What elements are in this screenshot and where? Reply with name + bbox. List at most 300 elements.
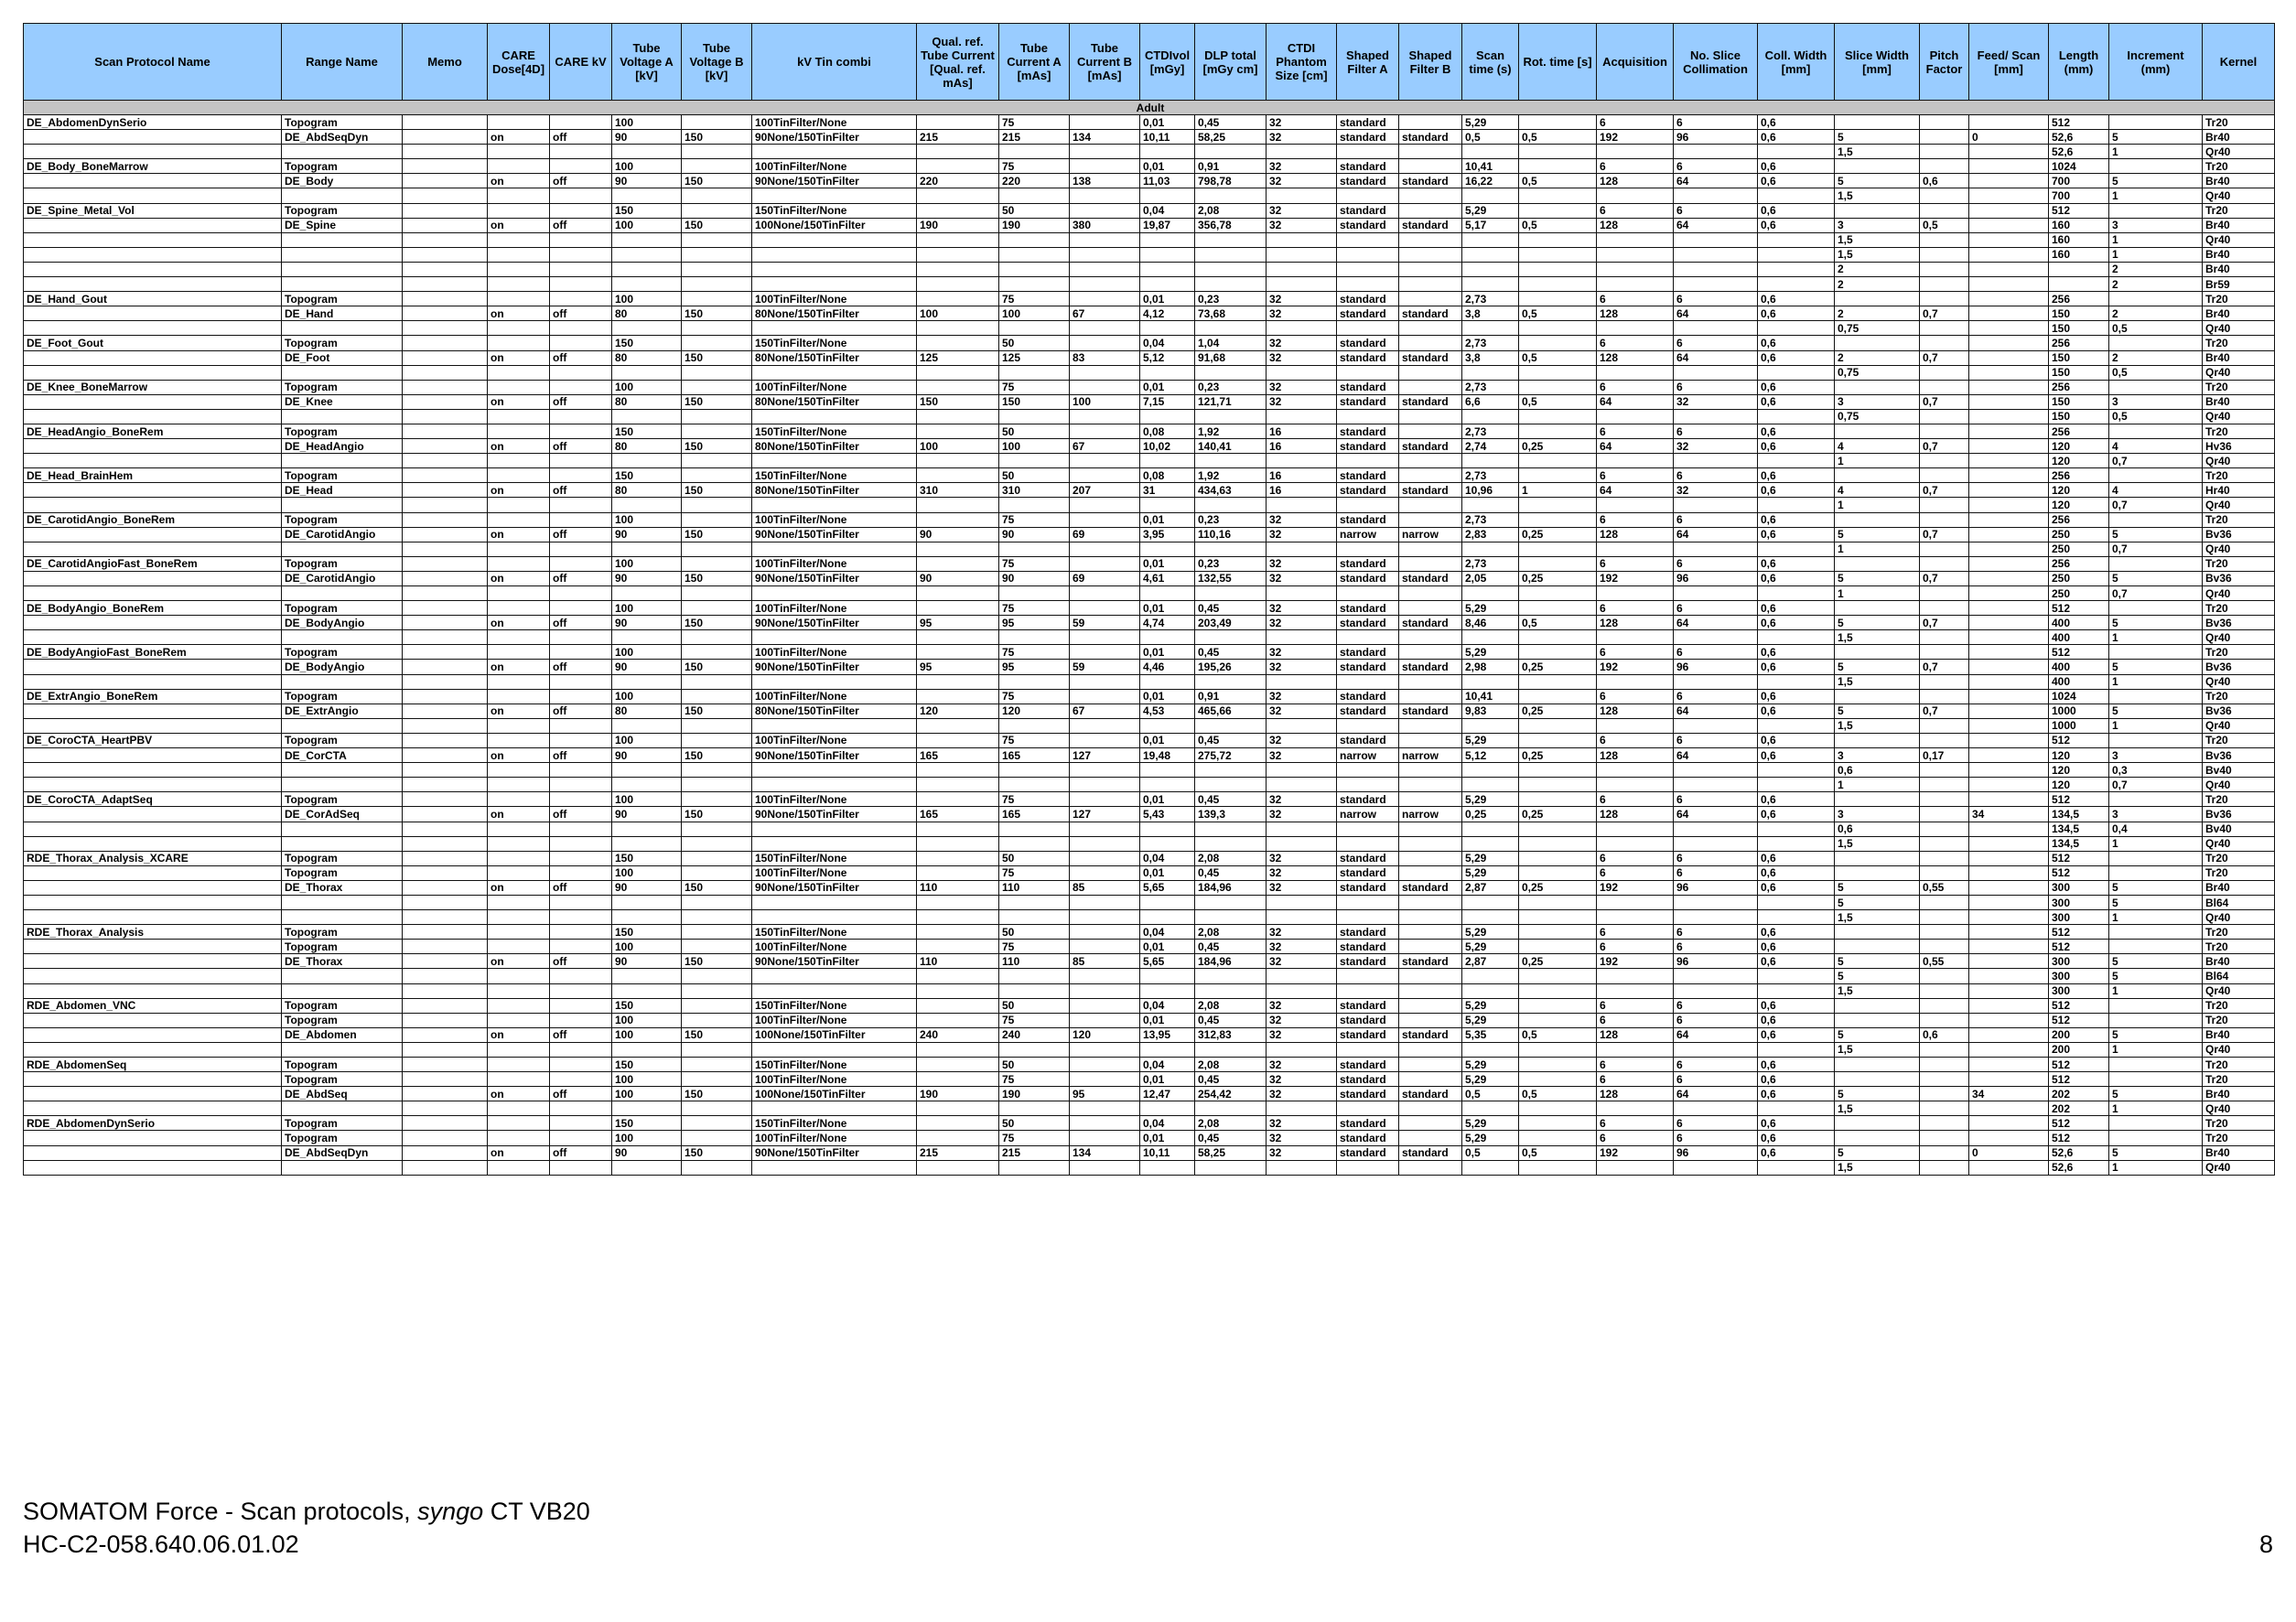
table-cell [1674, 542, 1758, 556]
table-cell: 69 [1070, 571, 1140, 585]
table-cell [1070, 1116, 1140, 1131]
table-cell [24, 778, 282, 792]
table-cell: Tr20 [2203, 1116, 2275, 1131]
table-cell: 2,08 [1195, 1116, 1267, 1131]
table-cell [403, 542, 488, 556]
table-cell: 90None/150TinFilter [752, 807, 917, 822]
table-cell: 0,6 [1758, 394, 1835, 409]
table-cell [917, 674, 999, 689]
table-cell: 3 [1835, 394, 1920, 409]
table-cell: 50 [999, 851, 1070, 865]
table-cell [1758, 232, 1835, 247]
table-cell [488, 792, 550, 807]
table-cell [1070, 321, 1140, 336]
table-cell [1920, 262, 1969, 276]
table-cell: 5 [2109, 1087, 2203, 1101]
table-cell: 100None/150TinFilter [752, 1027, 917, 1042]
column-header: CARE Dose[4D] [488, 24, 550, 101]
table-cell: 150 [682, 660, 752, 674]
table-cell: 10,41 [1462, 159, 1519, 174]
table-cell [1969, 969, 2049, 983]
table-cell [550, 468, 612, 483]
table-cell [1070, 145, 1140, 159]
table-cell [682, 409, 752, 424]
table-cell [1195, 778, 1267, 792]
table-cell [917, 203, 999, 218]
table-cell: DE_Body [282, 174, 403, 188]
table-cell [2109, 336, 2203, 350]
table-cell: 0,7 [1920, 704, 1969, 718]
table-cell: DE_Knee [282, 394, 403, 409]
table-cell [1070, 1058, 1140, 1072]
table-cell: 150 [682, 218, 752, 232]
table-row [24, 733, 2275, 747]
table-row [24, 203, 2275, 218]
table-cell: 50 [999, 998, 1070, 1013]
table-cell: 90 [999, 527, 1070, 542]
table-cell: 5 [2109, 895, 2203, 909]
table-cell: 90 [612, 1145, 682, 1160]
table-cell [403, 1087, 488, 1101]
table-cell [1399, 998, 1462, 1013]
table-cell [1920, 292, 1969, 306]
table-cell: 0,6 [1758, 306, 1835, 321]
table-cell [1070, 556, 1140, 571]
table-cell: 32 [1267, 571, 1337, 585]
table-cell: 0,25 [1519, 527, 1597, 542]
table-cell: 64 [1674, 306, 1758, 321]
table-cell: standard [1337, 689, 1399, 704]
table-cell [1519, 115, 1597, 130]
table-cell [550, 1042, 612, 1057]
table-cell: narrow [1337, 748, 1399, 763]
table-cell [917, 542, 999, 556]
table-cell: 32 [1267, 1058, 1337, 1072]
table-cell: 2 [1835, 262, 1920, 276]
table-cell [1519, 1058, 1597, 1072]
table-cell [488, 1013, 550, 1027]
table-cell [917, 380, 999, 394]
table-cell [682, 969, 752, 983]
table-cell: 0,04 [1140, 203, 1195, 218]
table-cell [1969, 1160, 2049, 1175]
table-cell: standard [1337, 660, 1399, 674]
table-cell: 85 [1070, 954, 1140, 969]
table-cell: 5,29 [1462, 865, 1519, 880]
table-cell [752, 498, 917, 512]
table-cell [550, 674, 612, 689]
table-row [24, 704, 2275, 718]
table-cell: standard [1337, 1058, 1399, 1072]
table-cell [1267, 145, 1337, 159]
table-cell [282, 365, 403, 380]
table-cell [1758, 763, 1835, 778]
table-cell: 0,25 [1519, 660, 1597, 674]
table-cell: 32 [1674, 439, 1758, 454]
table-row [24, 409, 2275, 424]
table-cell [24, 586, 282, 601]
table-cell [1399, 380, 1462, 394]
table-cell [403, 851, 488, 865]
table-cell [752, 630, 917, 645]
table-cell [282, 763, 403, 778]
table-cell [1267, 822, 1337, 836]
table-cell: 64 [1674, 1027, 1758, 1042]
table-cell: standard [1337, 601, 1399, 616]
table-cell: standard [1337, 865, 1399, 880]
table-cell: 192 [1597, 571, 1674, 585]
table-cell [1597, 718, 1674, 733]
table-cell [24, 674, 282, 689]
table-cell [24, 910, 282, 925]
table-cell: 50 [999, 203, 1070, 218]
table-cell: 2 [2109, 277, 2203, 292]
table-cell [1835, 792, 1920, 807]
table-cell [1920, 247, 1969, 262]
table-cell: 0,7 [1920, 306, 1969, 321]
table-cell: 90None/150TinFilter [752, 660, 917, 674]
table-cell [2109, 115, 2203, 130]
table-cell [1337, 247, 1399, 262]
table-cell: Qr40 [2203, 188, 2275, 203]
table-cell [1399, 145, 1462, 159]
table-cell: 100 [612, 512, 682, 527]
table-cell: off [550, 1145, 612, 1160]
table-cell [1597, 1101, 1674, 1116]
table-cell: 5 [1835, 704, 1920, 718]
table-cell [1969, 365, 2049, 380]
section-row-adult [24, 101, 2275, 115]
table-cell [1920, 424, 1969, 438]
table-cell [1070, 409, 1140, 424]
table-cell: 90 [612, 527, 682, 542]
table-cell [24, 218, 282, 232]
table-cell: 75 [999, 645, 1070, 660]
table-cell [1195, 365, 1267, 380]
table-cell: 32 [1267, 1013, 1337, 1027]
table-cell: 134 [1070, 1145, 1140, 1160]
table-cell [403, 262, 488, 276]
table-cell: 100 [999, 439, 1070, 454]
table-cell: off [550, 880, 612, 895]
table-cell [1835, 1013, 1920, 1027]
table-cell [682, 468, 752, 483]
table-cell [1140, 1042, 1195, 1057]
table-cell [1920, 277, 1969, 292]
table-cell [1758, 1160, 1835, 1175]
table-cell [488, 468, 550, 483]
table-cell: 75 [999, 115, 1070, 130]
table-cell: Tr20 [2203, 424, 2275, 438]
table-cell: 100None/150TinFilter [752, 1087, 917, 1101]
table-cell [1399, 601, 1462, 616]
table-cell [1399, 733, 1462, 747]
table-cell: Tr20 [2203, 940, 2275, 954]
table-cell: 1 [1835, 778, 1920, 792]
table-row [24, 145, 2275, 159]
table-cell [1969, 1131, 2049, 1145]
table-cell [1337, 232, 1399, 247]
table-cell: 90 [612, 130, 682, 145]
table-cell [1969, 321, 2049, 336]
table-row [24, 895, 2275, 909]
table-cell [682, 292, 752, 306]
table-cell [24, 1013, 282, 1027]
table-cell: 2,87 [1462, 954, 1519, 969]
table-cell [1674, 630, 1758, 645]
table-cell [1758, 145, 1835, 159]
table-cell: 64 [1597, 394, 1674, 409]
table-cell [550, 556, 612, 571]
table-cell [1337, 910, 1399, 925]
table-cell: 32 [1267, 1131, 1337, 1145]
table-cell [1195, 262, 1267, 276]
table-cell: Bv36 [2203, 660, 2275, 674]
table-cell: 100TinFilter/None [752, 512, 917, 527]
table-cell: 150 [682, 483, 752, 498]
table-cell [1519, 512, 1597, 527]
table-cell: 100TinFilter/None [752, 380, 917, 394]
table-cell: standard [1337, 571, 1399, 585]
table-cell [1399, 792, 1462, 807]
table-cell [999, 895, 1070, 909]
table-cell [24, 1101, 282, 1116]
table-cell [2109, 292, 2203, 306]
table-cell: Hr40 [2203, 483, 2275, 498]
table-cell [917, 277, 999, 292]
table-cell [1920, 674, 1969, 689]
table-cell [1758, 630, 1835, 645]
table-cell [1758, 1101, 1835, 1116]
table-cell: DE_Abdomen [282, 1027, 403, 1042]
table-cell [1969, 645, 2049, 660]
table-cell: DE_AbdSeq [282, 1087, 403, 1101]
table-cell [550, 586, 612, 601]
table-cell: 0,6 [1758, 925, 1835, 940]
table-cell: 90None/150TinFilter [752, 616, 917, 630]
table-cell [612, 630, 682, 645]
table-cell [1920, 1087, 1969, 1101]
table-cell: Bv40 [2203, 822, 2275, 836]
table-cell [403, 512, 488, 527]
table-cell [1969, 792, 2049, 807]
table-cell [917, 865, 999, 880]
table-cell [2109, 1058, 2203, 1072]
table-cell: 0,6 [1758, 174, 1835, 188]
table-cell [488, 674, 550, 689]
table-cell: 32 [1267, 954, 1337, 969]
table-cell: 2,08 [1195, 1058, 1267, 1072]
table-cell: standard [1337, 292, 1399, 306]
table-cell [1969, 247, 2049, 262]
table-cell [612, 969, 682, 983]
table-cell: 2 [2109, 262, 2203, 276]
table-cell [550, 733, 612, 747]
table-cell: 34 [1969, 807, 2049, 822]
table-cell: off [550, 174, 612, 188]
table-cell: 5 [2109, 954, 2203, 969]
table-cell [752, 586, 917, 601]
table-cell: 95 [917, 660, 999, 674]
table-cell: 50 [999, 424, 1070, 438]
table-cell: Br40 [2203, 218, 2275, 232]
table-cell [403, 954, 488, 969]
table-cell [1758, 1042, 1835, 1057]
table-cell [682, 865, 752, 880]
table-cell [403, 895, 488, 909]
table-cell [1597, 454, 1674, 468]
table-cell: 5 [2109, 1145, 2203, 1160]
table-cell: 32 [1267, 130, 1337, 145]
table-cell [403, 159, 488, 174]
table-cell [24, 616, 282, 630]
table-cell [999, 542, 1070, 556]
table-cell [612, 983, 682, 998]
table-cell: 1 [2109, 247, 2203, 262]
table-cell [1835, 851, 1920, 865]
table-cell [1597, 895, 1674, 909]
column-header: Tube Current B [mAs] [1070, 24, 1140, 101]
table-cell: Topogram [282, 159, 403, 174]
table-cell [1969, 851, 2049, 865]
table-cell [2109, 851, 2203, 865]
table-cell [488, 424, 550, 438]
table-cell: 512 [2049, 792, 2109, 807]
table-cell [403, 1013, 488, 1027]
column-header: Pitch Factor [1920, 24, 1969, 101]
table-cell [550, 865, 612, 880]
table-cell [682, 556, 752, 571]
table-cell: 75 [999, 1131, 1070, 1145]
table-cell [917, 262, 999, 276]
table-cell [999, 910, 1070, 925]
table-cell [1462, 1101, 1519, 1116]
table-cell [24, 983, 282, 998]
table-cell [1597, 145, 1674, 159]
table-cell [999, 232, 1070, 247]
table-cell [1920, 409, 1969, 424]
table-cell [1399, 1131, 1462, 1145]
table-cell [1267, 232, 1337, 247]
table-cell: 5,12 [1462, 748, 1519, 763]
table-cell [282, 188, 403, 203]
table-row [24, 1072, 2275, 1087]
table-cell: 0,01 [1140, 159, 1195, 174]
table-cell [1758, 969, 1835, 983]
table-cell: Hv36 [2203, 439, 2275, 454]
table-cell [488, 983, 550, 998]
table-cell [1267, 409, 1337, 424]
table-cell [917, 792, 999, 807]
table-cell: 5,29 [1462, 940, 1519, 954]
table-cell [612, 822, 682, 836]
table-cell: 1,5 [1835, 718, 1920, 733]
table-cell: 58,25 [1195, 130, 1267, 145]
table-cell: standard [1337, 1116, 1399, 1131]
table-cell: standard [1337, 880, 1399, 895]
table-cell: 0,7 [2109, 542, 2203, 556]
table-cell: 5 [1835, 174, 1920, 188]
table-cell: 1,92 [1195, 424, 1267, 438]
table-cell: 250 [2049, 586, 2109, 601]
table-cell [1462, 836, 1519, 851]
table-cell [1969, 277, 2049, 292]
table-cell [1070, 689, 1140, 704]
table-cell [24, 1042, 282, 1057]
table-cell [752, 409, 917, 424]
table-cell [1195, 969, 1267, 983]
table-cell: 150 [612, 424, 682, 438]
table-cell: 5,29 [1462, 203, 1519, 218]
table-cell [403, 880, 488, 895]
table-cell: 0,91 [1195, 689, 1267, 704]
table-cell [1920, 689, 1969, 704]
table-cell: 1 [2109, 1042, 2203, 1057]
table-cell [1462, 365, 1519, 380]
table-cell: 0,01 [1140, 1013, 1195, 1027]
table-cell [1674, 188, 1758, 203]
table-cell: 73,68 [1195, 306, 1267, 321]
table-cell [1969, 159, 2049, 174]
table-cell: Topogram [282, 733, 403, 747]
table-cell [917, 556, 999, 571]
table-cell: 5,17 [1462, 218, 1519, 232]
table-cell [1267, 277, 1337, 292]
table-cell [550, 1101, 612, 1116]
table-cell: 5 [2109, 969, 2203, 983]
table-cell: 4 [2109, 439, 2203, 454]
table-cell: 150TinFilter/None [752, 851, 917, 865]
table-cell: 52,6 [2049, 145, 2109, 159]
table-cell: off [550, 394, 612, 409]
table-cell: 80None/150TinFilter [752, 350, 917, 365]
table-cell: off [550, 130, 612, 145]
table-cell: 1 [2109, 1160, 2203, 1175]
table-cell: 52,6 [2049, 130, 2109, 145]
table-cell: 0,01 [1140, 865, 1195, 880]
table-cell: 6 [1597, 1058, 1674, 1072]
table-cell: 5 [2109, 174, 2203, 188]
table-cell: 5 [1835, 1145, 1920, 1160]
table-row [24, 542, 2275, 556]
table-cell [1674, 778, 1758, 792]
table-row [24, 159, 2275, 174]
table-cell [488, 718, 550, 733]
table-cell: Tr20 [2203, 159, 2275, 174]
table-cell [1674, 983, 1758, 998]
table-cell [682, 365, 752, 380]
table-cell: 1,5 [1835, 1042, 1920, 1057]
table-cell [1969, 292, 2049, 306]
table-cell: 19,87 [1140, 218, 1195, 232]
table-cell [1674, 969, 1758, 983]
column-header: Length (mm) [2049, 24, 2109, 101]
table-cell [1969, 439, 2049, 454]
table-cell [2109, 601, 2203, 616]
table-row [24, 556, 2275, 571]
table-cell [612, 1160, 682, 1175]
table-cell [1462, 630, 1519, 645]
table-cell: 100TinFilter/None [752, 115, 917, 130]
table-cell [1969, 542, 2049, 556]
table-cell: RDE_Abdomen_VNC [24, 998, 282, 1013]
table-cell: 310 [917, 483, 999, 498]
table-cell [612, 232, 682, 247]
table-cell [1267, 365, 1337, 380]
table-cell: 75 [999, 689, 1070, 704]
table-cell [1969, 468, 2049, 483]
table-cell [1758, 910, 1835, 925]
